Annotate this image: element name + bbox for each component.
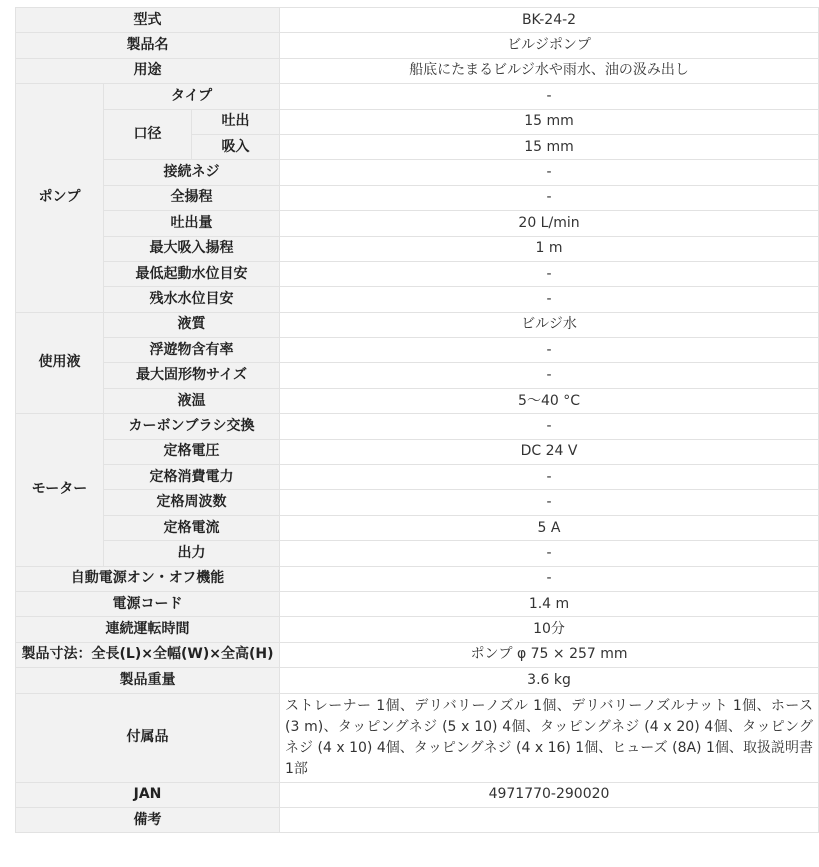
label-accessories: 付属品	[16, 693, 280, 782]
row-bore-discharge	[16, 109, 819, 134]
label-rated-frequency: 定格周波数	[104, 490, 280, 515]
label-liquid-temperature: 液温	[104, 388, 280, 413]
value-auto-power: -	[280, 566, 819, 591]
label-model: 型式	[16, 8, 280, 33]
row-liquid-temperature	[16, 388, 819, 413]
value-bore-discharge: 15 mm	[280, 109, 819, 134]
value-product-name: ビルジポンプ	[280, 33, 819, 58]
label-residual-level: 残水水位目安	[104, 287, 280, 312]
value-connection-thread: -	[280, 160, 819, 185]
group-label-motor: モーター	[16, 414, 104, 566]
label-suspended: 浮遊物含有率	[104, 338, 280, 363]
row-residual-level	[16, 287, 819, 312]
value-max-solid: -	[280, 363, 819, 388]
row-total-head	[16, 185, 819, 210]
value-rated-frequency: -	[280, 490, 819, 515]
row-rated-frequency	[16, 490, 819, 515]
row-liquid-quality	[16, 312, 819, 337]
value-rated-voltage: DC 24 V	[280, 439, 819, 464]
value-suspended: -	[280, 338, 819, 363]
value-usage: 船底にたまるビルジ水や雨水、油の汲み出し	[280, 58, 819, 83]
label-pump-type: タイプ	[104, 84, 280, 109]
value-liquid-temperature: 5〜40 °C	[280, 388, 819, 413]
label-product-name: 製品名	[16, 33, 280, 58]
label-rated-current: 定格電流	[104, 515, 280, 540]
value-min-start-level: -	[280, 261, 819, 286]
value-accessories: ストレーナー 1個、デリバリーノズル 1個、デリバリーノズルナット 1個、ホース (3 m)、タッピングネジ (5 x 10) 4個、タッピングネジ (4 x 20) 4個、タッピングネジ (4 x 10) 4個、タッピングネジ (4 x 16) 1個、ヒューズ (8A) 1個、取扱説明書 1部	[280, 693, 819, 782]
row-power-cord	[16, 591, 819, 616]
value-pump-type: -	[280, 84, 819, 109]
label-total-head: 全揚程	[104, 185, 280, 210]
row-min-start-level	[16, 261, 819, 286]
label-min-start-level: 最低起動水位目安	[104, 261, 280, 286]
label-brush: カーボンブラシ交換	[104, 414, 280, 439]
label-max-solid: 最大固形物サイズ	[104, 363, 280, 388]
label-power-cord: 電源コード	[16, 591, 280, 616]
row-accessories	[16, 693, 819, 782]
value-notes	[280, 807, 819, 832]
row-usage	[16, 58, 819, 83]
value-rated-power: -	[280, 465, 819, 490]
row-rated-power	[16, 465, 819, 490]
label-notes: 備考	[16, 807, 280, 832]
value-power-cord: 1.4 m	[280, 591, 819, 616]
row-product-name	[16, 33, 819, 58]
label-bore: 口径	[104, 109, 192, 160]
row-continuous-time	[16, 617, 819, 642]
value-continuous-time: 10分	[280, 617, 819, 642]
row-jan	[16, 782, 819, 807]
label-weight: 製品重量	[16, 668, 280, 693]
row-connection-thread	[16, 160, 819, 185]
spec-table	[15, 7, 819, 833]
row-rated-current	[16, 515, 819, 540]
label-bore-suction: 吸入	[192, 134, 280, 159]
row-notes	[16, 807, 819, 832]
value-jan: 4971770-290020	[280, 782, 819, 807]
value-output: -	[280, 541, 819, 566]
label-bore-discharge: 吐出	[192, 109, 280, 134]
row-dimensions	[16, 642, 819, 667]
row-weight	[16, 668, 819, 693]
label-auto-power: 自動電源オン・オフ機能	[16, 566, 280, 591]
value-dimensions: ポンプ φ 75 × 257 mm	[280, 642, 819, 667]
value-brush: -	[280, 414, 819, 439]
label-liquid-quality: 液質	[104, 312, 280, 337]
value-max-suction-head: 1 m	[280, 236, 819, 261]
value-model: BK-24-2	[280, 8, 819, 33]
row-model	[16, 8, 819, 33]
value-bore-suction: 15 mm	[280, 134, 819, 159]
row-max-solid	[16, 363, 819, 388]
value-liquid-quality: ビルジ水	[280, 312, 819, 337]
row-brush	[16, 414, 819, 439]
value-residual-level: -	[280, 287, 819, 312]
value-weight: 3.6 kg	[280, 668, 819, 693]
row-output	[16, 541, 819, 566]
value-rated-current: 5 A	[280, 515, 819, 540]
label-output: 出力	[104, 541, 280, 566]
row-rated-voltage	[16, 439, 819, 464]
row-pump-type	[16, 84, 819, 109]
label-continuous-time: 連続運転時間	[16, 617, 280, 642]
label-usage: 用途	[16, 58, 280, 83]
value-total-head: -	[280, 185, 819, 210]
row-flow	[16, 211, 819, 236]
group-label-pump: ポンプ	[16, 84, 104, 313]
label-flow: 吐出量	[104, 211, 280, 236]
value-flow: 20 L/min	[280, 211, 819, 236]
label-rated-voltage: 定格電圧	[104, 439, 280, 464]
label-dimensions: 製品寸法：全長(L)×全幅(W)×全高(H)	[16, 642, 280, 667]
label-max-suction-head: 最大吸入揚程	[104, 236, 280, 261]
row-auto-power	[16, 566, 819, 591]
label-jan: JAN	[16, 782, 280, 807]
row-max-suction-head	[16, 236, 819, 261]
label-rated-power: 定格消費電力	[104, 465, 280, 490]
row-suspended	[16, 338, 819, 363]
group-label-liquid: 使用液	[16, 312, 104, 414]
label-connection-thread: 接続ネジ	[104, 160, 280, 185]
